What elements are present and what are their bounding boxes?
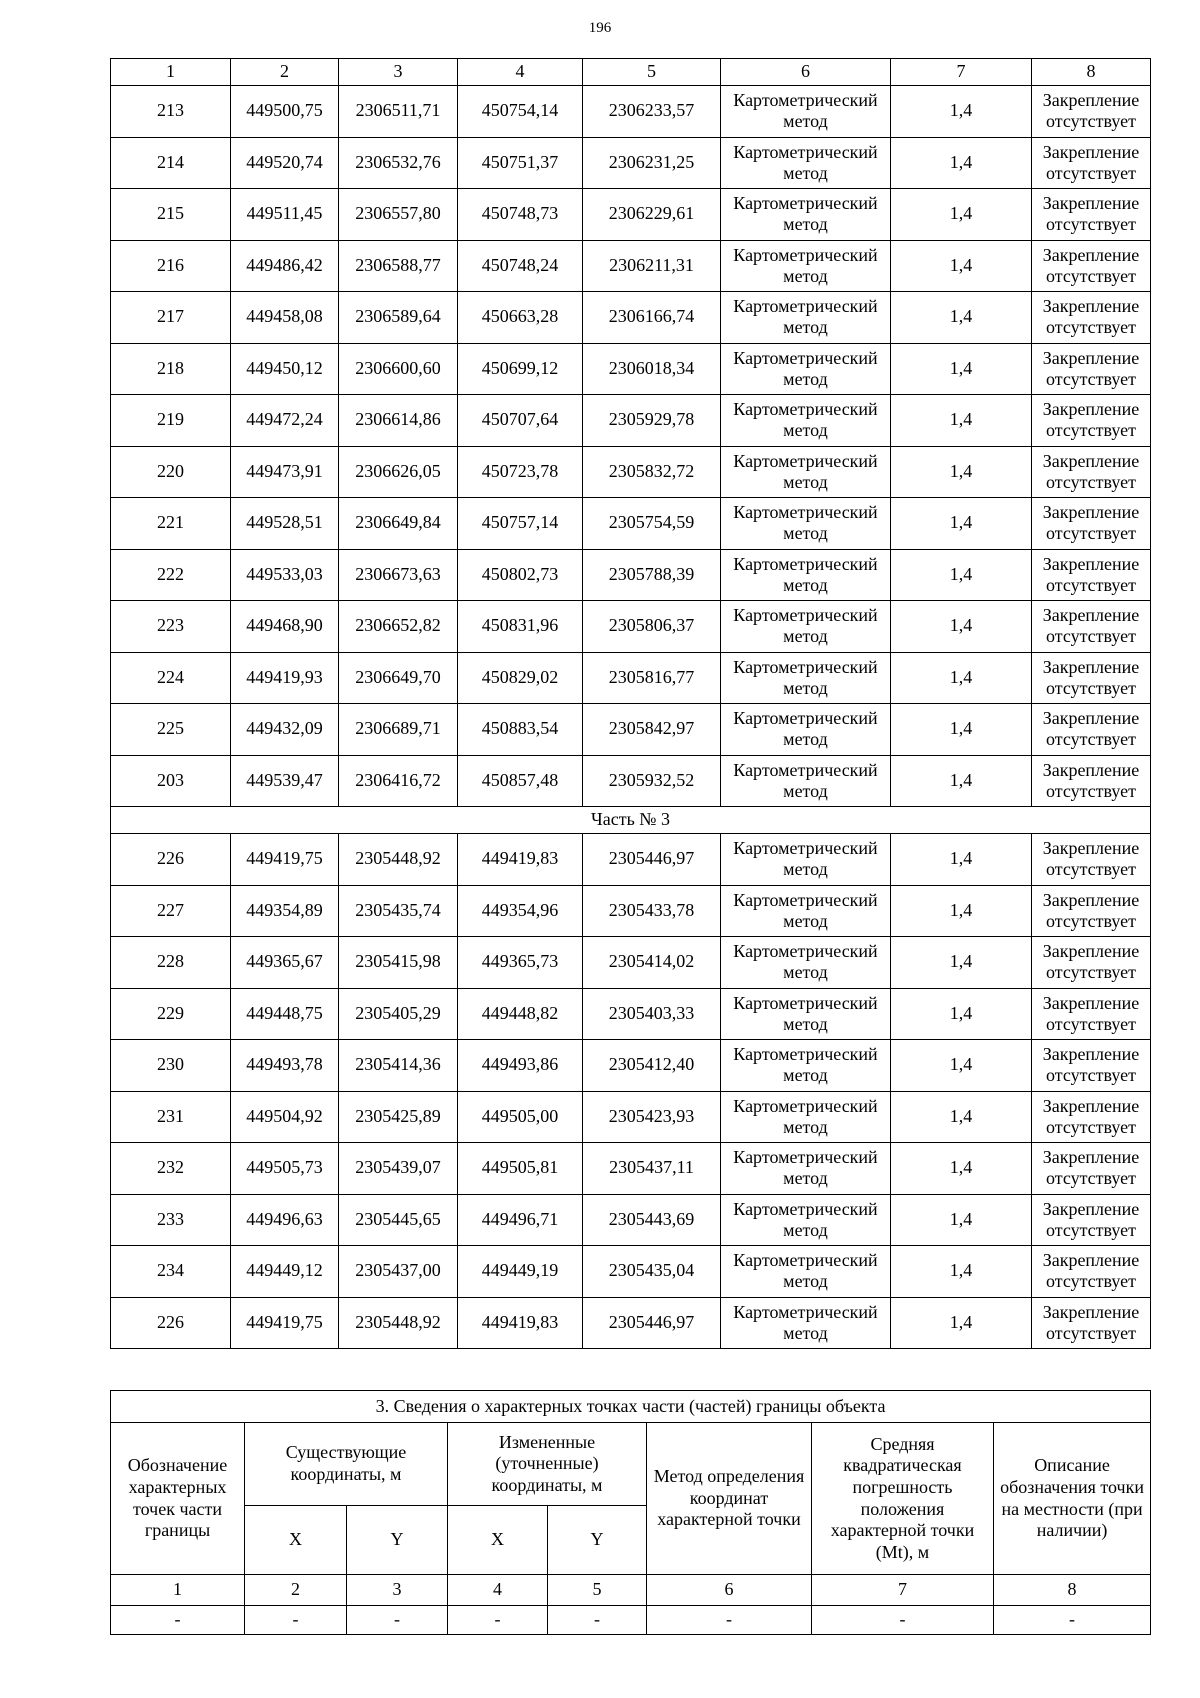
cell-changed-y: 2306211,31 [583,240,721,292]
table-row [111,755,1151,807]
cell-changed-y: 2305414,02 [583,937,721,989]
section3-column-number: 1 [111,1575,245,1606]
cell-changed-x: 450857,48 [458,755,583,807]
cell-point-id: 213 [111,86,231,138]
cell-existing-x: 449468,90 [231,601,339,653]
cell-existing-y: 2306557,80 [339,189,458,241]
part-label: Часть № 3 [111,807,1151,834]
cell-point-id: 234 [111,1246,231,1298]
cell-description: Закрепление отсутствует [1032,1246,1151,1298]
cell-changed-x: 449449,19 [458,1246,583,1298]
cell-changed-x: 450751,37 [458,137,583,189]
header-changed-x: X [448,1506,548,1575]
cell-existing-y: 2306589,64 [339,292,458,344]
cell-mt-error: 1,4 [891,1143,1032,1195]
cell-changed-x: 449448,82 [458,988,583,1040]
cell-description: Закрепление отсутствует [1032,1194,1151,1246]
cell-changed-y: 2305832,72 [583,446,721,498]
cell-changed-y: 2305754,59 [583,498,721,550]
cell-existing-x: 449533,03 [231,549,339,601]
cell-method: Картометрический метод [721,292,891,344]
cell-description: Закрепление отсутствует [1032,1143,1151,1195]
section3-column-number: 6 [647,1575,812,1606]
cell-point-id: 233 [111,1194,231,1246]
cell-existing-x: 449496,63 [231,1194,339,1246]
cell-point-id: 217 [111,292,231,344]
cell-existing-y: 2305425,89 [339,1091,458,1143]
header-method: Метод определения координат характерной точки [647,1423,812,1575]
cell-mt-error: 1,4 [891,1246,1032,1298]
section3-empty-cell: - [111,1606,245,1635]
cell-description: Закрепление отсутствует [1032,1091,1151,1143]
cell-description: Закрепление отсутствует [1032,343,1151,395]
cell-changed-x: 450707,64 [458,395,583,447]
cell-mt-error: 1,4 [891,292,1032,344]
cell-existing-y: 2306626,05 [339,446,458,498]
section3-empty-cell: - [647,1606,812,1635]
cell-method: Картометрический метод [721,885,891,937]
section3-empty-cell: - [812,1606,994,1635]
cell-changed-x: 450757,14 [458,498,583,550]
cell-point-id: 224 [111,652,231,704]
cell-existing-y: 2306649,70 [339,652,458,704]
cell-point-id: 203 [111,755,231,807]
table-row [111,1143,1151,1195]
cell-description: Закрепление отсутствует [1032,549,1151,601]
section3-column-number: 7 [812,1575,994,1606]
section3-empty-cell: - [994,1606,1151,1635]
cell-description: Закрепление отсутствует [1032,1040,1151,1092]
cell-changed-y: 2305929,78 [583,395,721,447]
table-row [111,395,1151,447]
cell-changed-y: 2305433,78 [583,885,721,937]
cell-existing-x: 449473,91 [231,446,339,498]
cell-method: Картометрический метод [721,240,891,292]
section3-empty-cell: - [448,1606,548,1635]
cell-point-id: 231 [111,1091,231,1143]
cell-existing-x: 449354,89 [231,885,339,937]
cell-mt-error: 1,4 [891,498,1032,550]
cell-existing-x: 449504,92 [231,1091,339,1143]
cell-point-id: 221 [111,498,231,550]
cell-description: Закрепление отсутствует [1032,292,1151,344]
cell-existing-x: 449449,12 [231,1246,339,1298]
cell-existing-y: 2306614,86 [339,395,458,447]
column-number: 2 [231,59,339,86]
cell-description: Закрепление отсутствует [1032,189,1151,241]
cell-method: Картометрический метод [721,137,891,189]
cell-point-id: 219 [111,395,231,447]
cell-method: Картометрический метод [721,652,891,704]
cell-changed-x: 449365,73 [458,937,583,989]
cell-method: Картометрический метод [721,189,891,241]
cell-mt-error: 1,4 [891,446,1032,498]
cell-method: Картометрический метод [721,395,891,447]
cell-point-id: 222 [111,549,231,601]
section3-empty-cell: - [347,1606,448,1635]
cell-point-id: 216 [111,240,231,292]
header-mt: Средняя квадратическая погрешность положения характерной точки (Mt), м [812,1423,994,1575]
section3-column-number: 4 [448,1575,548,1606]
cell-existing-x: 449419,75 [231,834,339,886]
cell-existing-x: 449448,75 [231,988,339,1040]
cell-existing-x: 449472,24 [231,395,339,447]
cell-mt-error: 1,4 [891,834,1032,886]
cell-point-id: 232 [111,1143,231,1195]
cell-mt-error: 1,4 [891,86,1032,138]
cell-changed-y: 2305443,69 [583,1194,721,1246]
header-existing-y: Y [347,1506,448,1575]
cell-changed-x: 449493,86 [458,1040,583,1092]
page-number: 196 [588,20,612,36]
cell-mt-error: 1,4 [891,240,1032,292]
cell-changed-x: 450699,12 [458,343,583,395]
cell-changed-y: 2305816,77 [583,652,721,704]
table-row [111,885,1151,937]
cell-method: Картометрический метод [721,343,891,395]
cell-changed-x: 449354,96 [458,885,583,937]
cell-point-id: 227 [111,885,231,937]
cell-method: Картометрический метод [721,549,891,601]
cell-changed-y: 2305932,52 [583,755,721,807]
cell-method: Картометрический метод [721,446,891,498]
table-row [111,1246,1151,1298]
cell-point-id: 230 [111,1040,231,1092]
cell-point-id: 220 [111,446,231,498]
cell-description: Закрепление отсутствует [1032,1297,1151,1349]
cell-method: Картометрический метод [721,1040,891,1092]
coordinates-table [110,58,1151,1349]
cell-changed-y: 2305842,97 [583,704,721,756]
table-row [111,601,1151,653]
cell-changed-y: 2305788,39 [583,549,721,601]
cell-existing-y: 2305414,36 [339,1040,458,1092]
cell-description: Закрепление отсутствует [1032,937,1151,989]
cell-method: Картометрический метод [721,1143,891,1195]
cell-existing-y: 2306532,76 [339,137,458,189]
table-row [111,86,1151,138]
cell-method: Картометрический метод [721,834,891,886]
cell-point-id: 228 [111,937,231,989]
cell-changed-y: 2305435,04 [583,1246,721,1298]
header-changed-coords: Измененные (уточненные) координаты, м [448,1423,647,1506]
cell-existing-y: 2306673,63 [339,549,458,601]
section3-empty-cell: - [548,1606,647,1635]
table-row [111,498,1151,550]
cell-description: Закрепление отсутствует [1032,601,1151,653]
cell-existing-y: 2305439,07 [339,1143,458,1195]
cell-mt-error: 1,4 [891,343,1032,395]
cell-point-id: 226 [111,834,231,886]
cell-existing-x: 449500,75 [231,86,339,138]
cell-changed-y: 2305806,37 [583,601,721,653]
cell-changed-x: 449419,83 [458,1297,583,1349]
cell-changed-y: 2305437,11 [583,1143,721,1195]
table-row [111,446,1151,498]
cell-existing-y: 2306416,72 [339,755,458,807]
cell-changed-x: 450829,02 [458,652,583,704]
cell-mt-error: 1,4 [891,1040,1032,1092]
table-row [111,240,1151,292]
cell-method: Картометрический метод [721,1194,891,1246]
cell-method: Картометрический метод [721,498,891,550]
table-row [111,549,1151,601]
cell-method: Картометрический метод [721,601,891,653]
table-row [111,292,1151,344]
cell-mt-error: 1,4 [891,549,1032,601]
cell-point-id: 214 [111,137,231,189]
cell-changed-x: 450883,54 [458,704,583,756]
cell-description: Закрепление отсутствует [1032,137,1151,189]
section3-title: 3. Сведения о характерных точках части (частей) границы объекта [111,1391,1151,1423]
cell-description: Закрепление отсутствует [1032,885,1151,937]
cell-mt-error: 1,4 [891,601,1032,653]
table-row [111,704,1151,756]
table-row [111,189,1151,241]
table-row [111,834,1151,886]
cell-mt-error: 1,4 [891,652,1032,704]
cell-description: Закрепление отсутствует [1032,498,1151,550]
cell-mt-error: 1,4 [891,1297,1032,1349]
cell-method: Картометрический метод [721,988,891,1040]
table-row [111,652,1151,704]
cell-changed-y: 2306233,57 [583,86,721,138]
column-number: 3 [339,59,458,86]
column-number: 5 [583,59,721,86]
column-number: 8 [1032,59,1151,86]
cell-existing-x: 449528,51 [231,498,339,550]
cell-existing-x: 449539,47 [231,755,339,807]
cell-existing-x: 449365,67 [231,937,339,989]
cell-description: Закрепление отсутствует [1032,395,1151,447]
column-number: 7 [891,59,1032,86]
cell-existing-y: 2305437,00 [339,1246,458,1298]
section3-table [110,1390,1151,1635]
header-changed-y: Y [548,1506,647,1575]
table-row [111,1091,1151,1143]
table-row [111,343,1151,395]
cell-existing-y: 2306588,77 [339,240,458,292]
cell-changed-y: 2306229,61 [583,189,721,241]
cell-description: Закрепление отсутствует [1032,704,1151,756]
cell-existing-y: 2306649,84 [339,498,458,550]
cell-mt-error: 1,4 [891,988,1032,1040]
header-existing-coords: Существующие координаты, м [245,1423,448,1506]
table-row [111,1194,1151,1246]
cell-description: Закрепление отсутствует [1032,86,1151,138]
cell-existing-y: 2305445,65 [339,1194,458,1246]
table-row [111,988,1151,1040]
cell-changed-y: 2305403,33 [583,988,721,1040]
cell-description: Закрепление отсутствует [1032,652,1151,704]
cell-existing-x: 449450,12 [231,343,339,395]
cell-point-id: 229 [111,988,231,1040]
cell-existing-y: 2305415,98 [339,937,458,989]
table-row [111,137,1151,189]
cell-method: Картометрический метод [721,937,891,989]
cell-changed-x: 450748,73 [458,189,583,241]
cell-existing-x: 449493,78 [231,1040,339,1092]
cell-changed-x: 450831,96 [458,601,583,653]
cell-description: Закрепление отсутствует [1032,240,1151,292]
cell-changed-x: 449505,81 [458,1143,583,1195]
cell-mt-error: 1,4 [891,755,1032,807]
cell-changed-y: 2306231,25 [583,137,721,189]
cell-mt-error: 1,4 [891,1194,1032,1246]
cell-method: Картометрический метод [721,1297,891,1349]
part-divider-row [111,807,1151,834]
table-row [111,937,1151,989]
cell-existing-y: 2306511,71 [339,86,458,138]
cell-method: Картометрический метод [721,86,891,138]
cell-mt-error: 1,4 [891,137,1032,189]
cell-changed-x: 450802,73 [458,549,583,601]
cell-changed-y: 2306018,34 [583,343,721,395]
cell-existing-y: 2305448,92 [339,1297,458,1349]
cell-existing-x: 449432,09 [231,704,339,756]
column-number: 6 [721,59,891,86]
column-number-row [111,59,1151,86]
section3-empty-cell: - [245,1606,347,1635]
cell-point-id: 215 [111,189,231,241]
column-number: 4 [458,59,583,86]
cell-mt-error: 1,4 [891,937,1032,989]
header-point-designation: Обозначение характерных точек части границы [111,1423,245,1575]
header-description: Описание обозначения точки на местности (при наличии) [994,1423,1151,1575]
cell-mt-error: 1,4 [891,885,1032,937]
cell-method: Картометрический метод [721,1091,891,1143]
header-existing-x: X [245,1506,347,1575]
cell-existing-x: 449505,73 [231,1143,339,1195]
cell-mt-error: 1,4 [891,189,1032,241]
cell-existing-y: 2305405,29 [339,988,458,1040]
cell-point-id: 225 [111,704,231,756]
cell-existing-y: 2305448,92 [339,834,458,886]
section3-column-number: 3 [347,1575,448,1606]
cell-method: Картометрический метод [721,704,891,756]
cell-changed-x: 450748,24 [458,240,583,292]
cell-existing-x: 449511,45 [231,189,339,241]
cell-description: Закрепление отсутствует [1032,834,1151,886]
table-row [111,1040,1151,1092]
cell-changed-x: 450663,28 [458,292,583,344]
cell-existing-y: 2306600,60 [339,343,458,395]
cell-mt-error: 1,4 [891,395,1032,447]
cell-changed-y: 2305423,93 [583,1091,721,1143]
section3-column-number: 5 [548,1575,647,1606]
table-row [111,1297,1151,1349]
cell-changed-x: 449505,00 [458,1091,583,1143]
cell-existing-y: 2306689,71 [339,704,458,756]
cell-point-id: 223 [111,601,231,653]
cell-changed-x: 449496,71 [458,1194,583,1246]
cell-existing-x: 449419,93 [231,652,339,704]
cell-description: Закрепление отсутствует [1032,446,1151,498]
cell-changed-y: 2306166,74 [583,292,721,344]
cell-method: Картометрический метод [721,1246,891,1298]
cell-mt-error: 1,4 [891,1091,1032,1143]
cell-changed-y: 2305412,40 [583,1040,721,1092]
cell-description: Закрепление отсутствует [1032,988,1151,1040]
cell-changed-y: 2305446,97 [583,834,721,886]
cell-existing-x: 449419,75 [231,1297,339,1349]
cell-mt-error: 1,4 [891,704,1032,756]
cell-changed-x: 450754,14 [458,86,583,138]
cell-existing-x: 449486,42 [231,240,339,292]
cell-method: Картометрический метод [721,755,891,807]
cell-point-id: 218 [111,343,231,395]
cell-existing-y: 2305435,74 [339,885,458,937]
cell-existing-x: 449520,74 [231,137,339,189]
cell-point-id: 226 [111,1297,231,1349]
cell-existing-x: 449458,08 [231,292,339,344]
cell-changed-x: 449419,83 [458,834,583,886]
section3-column-number: 2 [245,1575,347,1606]
cell-changed-x: 450723,78 [458,446,583,498]
cell-changed-y: 2305446,97 [583,1297,721,1349]
cell-existing-y: 2306652,82 [339,601,458,653]
section3-column-number: 8 [994,1575,1151,1606]
column-number: 1 [111,59,231,86]
cell-description: Закрепление отсутствует [1032,755,1151,807]
